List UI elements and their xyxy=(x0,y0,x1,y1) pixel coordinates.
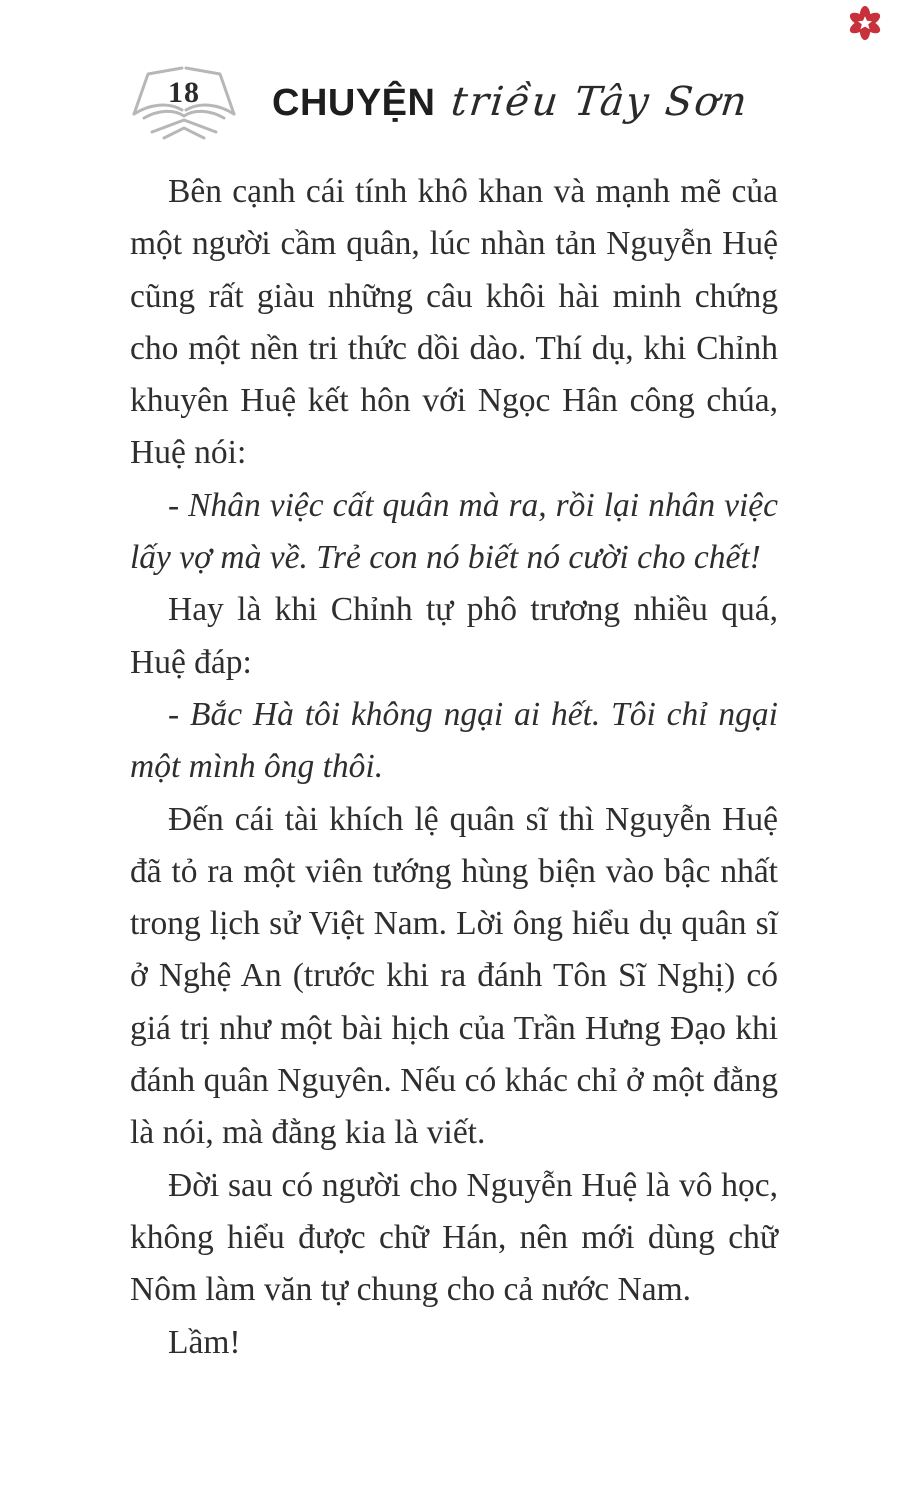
running-title-script: triều Tây Sơn xyxy=(449,79,752,125)
paragraph-6: Đời sau có người cho Nguyễn Huệ là vô học, không hiểu được chữ Hán, nên mới dùng chữ Nôm làm văn tự chung cho cả nước Nam. xyxy=(130,1166,778,1309)
paragraph-5: Đến cái tài khích lệ quân sĩ thì Nguyễn Huệ đã tỏ ra một viên tướng hùng biện vào bậc nhất trong lịch sử Việt Nam. Lời ông hiểu dụ quân sĩ ở Nghệ An (trước khi ra đánh Tôn Sĩ Nghị) có giá trị như một bài hịch của Trần Hưng Đạo khi đánh quân Nguyên. Nếu có khác chỉ ở một đằng là nói, mà đằng kia là viết. xyxy=(130,800,778,1152)
flower-icon xyxy=(848,6,882,40)
page-header xyxy=(130,60,752,144)
paragraph-1: Bên cạnh cái tính khô khan và mạnh mẽ của một người cầm quân, lúc nhàn tản Nguyễn Huệ cũng rất giàu những câu khôi hài minh chứng cho một nền tri thức dồi dào. Thí dụ, khi Chỉnh khuyên Huệ kết hôn với Ngọc Hân công chúa, Huệ nói: xyxy=(130,173,778,472)
paragraph-2: - Nhân việc cất quân mà ra, rồi lại nhân việc lấy vợ mà về. Trẻ con nó biết nó cười cho chết! xyxy=(130,486,778,577)
paragraph-7: Lầm! xyxy=(168,1323,241,1361)
page-number: 18 xyxy=(168,76,200,109)
open-book-icon xyxy=(130,62,238,142)
running-title xyxy=(272,79,752,125)
running-title-main: CHUYỆN xyxy=(272,82,436,124)
paragraph-3: Hay là khi Chỉnh tự phô trương nhiều quá, Huệ đáp: xyxy=(130,591,778,681)
body-text xyxy=(130,166,778,1369)
paragraph-4: - Bắc Hà tôi không ngại ai hết. Tôi chỉ ngại một mình ông thôi. xyxy=(130,695,778,786)
